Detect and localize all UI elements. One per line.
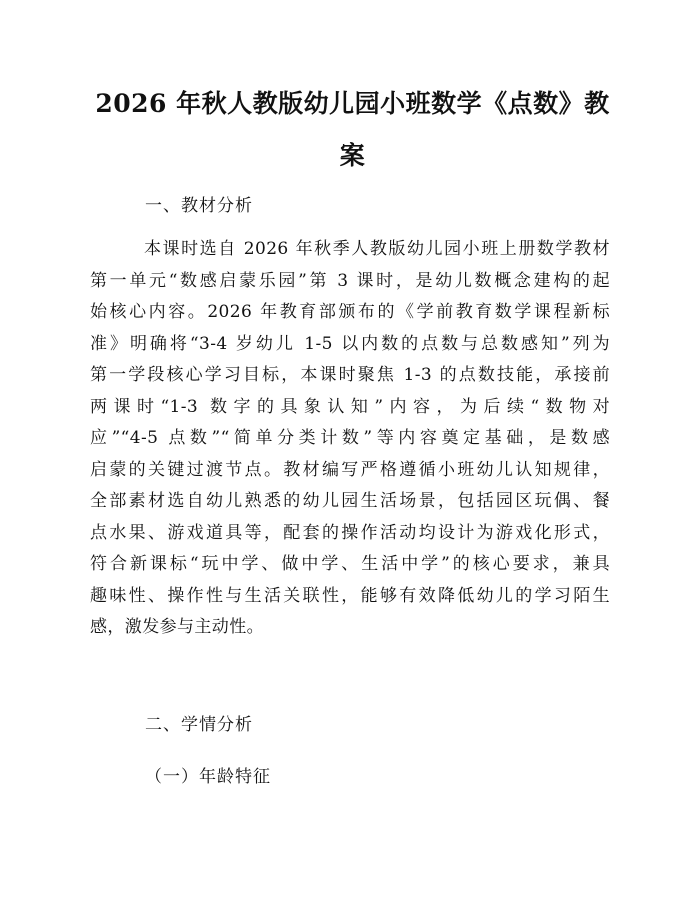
section-heading-learner-analysis: 二、学情分析 xyxy=(145,715,253,735)
paragraph-line: 全部素材选自幼儿熟悉的幼儿园生活场景，包括园区玩偶、餐 xyxy=(90,491,610,511)
paragraph-line: 第一单元“数感启蒙乐园”第 3 课时，是幼儿数概念建构的起 xyxy=(90,270,610,291)
section-body-paragraph xyxy=(90,234,610,644)
title-line-2: 案 xyxy=(339,141,366,170)
title-line-1: 2026 年秋人教版幼儿园小班数学《点数》教 xyxy=(95,89,610,118)
paragraph-line: 两课时“1-3 数字的具象认知”内容，为后续“数物对 xyxy=(90,396,610,417)
paragraph-line: 第一学段核心学习目标，本课时聚焦 1-3 的点数技能，承接前 xyxy=(90,365,610,385)
paragraph-line: 感，激发参与主动性。 xyxy=(90,617,264,637)
paragraph-line: 始核心内容。2026 年教育部颁布的《学前教育数学课程新标 xyxy=(90,302,610,322)
paragraph-line: 启蒙的关键过渡节点。教材编写严格遵循小班幼儿认知规律， xyxy=(90,459,610,480)
paragraph-line: 趣味性、操作性与生活关联性，能够有效降低幼儿的学习陌生 xyxy=(90,585,610,606)
paragraph-line: 本课时选自 2026 年秋季人教版幼儿园小班上册数学教材 xyxy=(144,239,610,259)
paragraph-line: 符合新课标“玩中学、做中学、生活中学”的核心要求，兼具 xyxy=(90,554,610,574)
paragraph-line: 应”“4-5 点数”“简单分类计数”等内容奠定基础，是数感 xyxy=(90,428,610,448)
document-title xyxy=(90,78,615,182)
section-heading-textbook-analysis: 一、教材分析 xyxy=(145,196,253,216)
paragraph-line: 点水果、游戏道具等，配套的操作活动均设计为游戏化形式， xyxy=(90,522,610,543)
subsection-heading-age-traits: （一）年龄特征 xyxy=(145,767,271,787)
paragraph-line: 准》明确将“3-4 岁幼儿 1-5 以内数的点数与总数感知”列为 xyxy=(90,333,610,354)
